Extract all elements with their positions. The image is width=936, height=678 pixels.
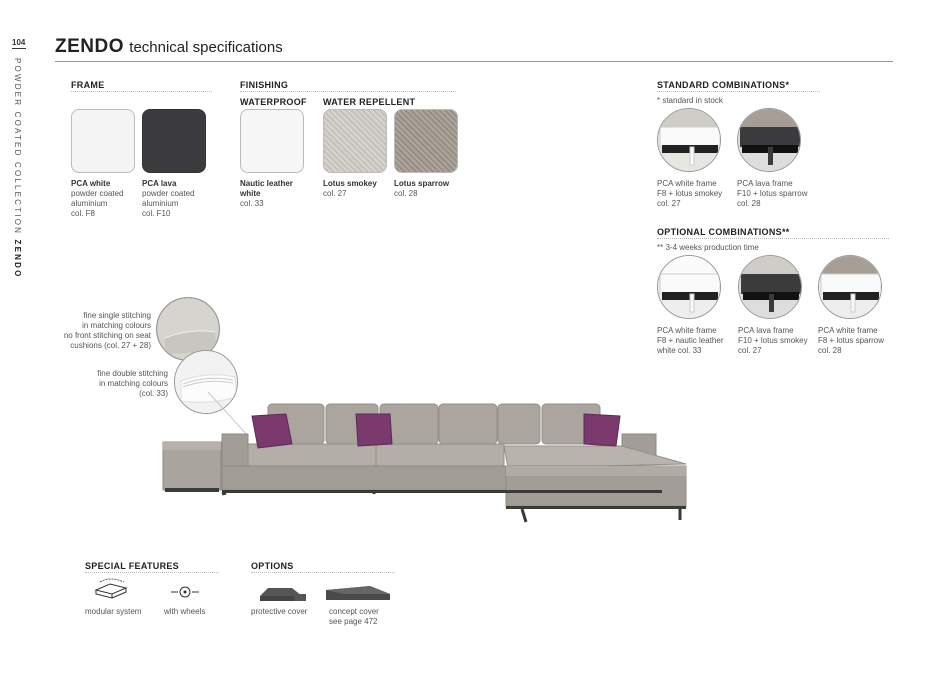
special-features-heading: SPECIAL FEATURES (85, 561, 179, 571)
brand-name: ZENDO (55, 36, 124, 57)
standard-divider (657, 91, 820, 93)
swatch-nautic-white (240, 109, 304, 173)
caption-pca-white: PCA white powder coated aluminium col. F8 (71, 179, 124, 218)
swatch-pca-lava (142, 109, 206, 173)
protective-cover-icon (258, 582, 308, 604)
caption-pca-lava: PCA lava powder coated aluminium col. F10 (142, 179, 195, 218)
combo-white-sparrow-image (818, 255, 882, 319)
modular-system-icon (92, 578, 132, 602)
caption-nautic-white: Nautic leather white col. 33 (240, 179, 293, 208)
optional-combinations-heading: OPTIONAL COMBINATIONS** (657, 227, 790, 237)
frame-divider (71, 91, 212, 93)
side-label-collection: POWDER COATED COLLECTION (13, 58, 22, 240)
page-number-rule (12, 48, 26, 49)
swatch-pca-white (71, 109, 135, 173)
combo-lava-sparrow-image (737, 108, 801, 172)
modular-system-label: modular system (85, 607, 142, 616)
protective-cover-label: protective cover (251, 607, 308, 616)
caption-lotus-smokey: Lotus smokey col. 27 (323, 179, 377, 198)
page-title (55, 36, 283, 58)
swatch-lotus-smokey (323, 109, 387, 173)
combo-white-smokey-image (657, 108, 721, 172)
sofa-illustration (160, 398, 690, 528)
finishing-divider (240, 91, 456, 93)
combo-white-nautic-image (657, 255, 721, 319)
combo-lava-smokey-image (738, 255, 802, 319)
concept-cover-icon (324, 582, 394, 604)
standard-note: * standard in stock (657, 96, 723, 105)
title-subtitle: technical specifications (129, 39, 283, 56)
caption-combo-lava-smokey: PCA lava frame F10 + lotus smokey col. 27 (738, 326, 808, 355)
concept-cover-label: concept cover see page 472 (329, 607, 379, 626)
special-features-divider (85, 572, 219, 574)
double-stitching-note: fine double stitching in matching colours (col. 33) (97, 369, 168, 398)
options-heading: OPTIONS (251, 561, 294, 571)
title-divider (55, 61, 893, 62)
waterproof-heading: WATERPROOF (240, 97, 307, 107)
finishing-heading: FINISHING (240, 80, 289, 90)
side-collection-label (13, 58, 22, 279)
side-label-product: ZENDO (13, 239, 22, 279)
options-divider (251, 572, 395, 574)
caption-combo-lava-sparrow: PCA lava frame F10 + lotus sparrow col. 28 (737, 179, 808, 208)
swatch-lotus-sparrow (394, 109, 458, 173)
frame-heading: FRAME (71, 80, 105, 90)
single-stitching-note: fine single stitching in matching colours no front stitching on seat cushions (col. 27 + 28) (63, 311, 151, 350)
with-wheels-label: with wheels (164, 607, 206, 616)
page-number: 104 (12, 38, 26, 47)
caption-combo-white-nautic: PCA white frame F8 + nautic leather white col. 33 (657, 326, 724, 355)
water-repellent-heading: WATER REPELLENT (323, 97, 416, 107)
standard-combinations-heading: STANDARD COMBINATIONS* (657, 80, 790, 90)
caption-combo-white-smokey: PCA white frame F8 + lotus smokey col. 27 (657, 179, 723, 208)
optional-divider (657, 238, 889, 240)
optional-note: ** 3-4 weeks production time (657, 243, 759, 252)
caption-lotus-sparrow: Lotus sparrow col. 28 (394, 179, 450, 198)
wheels-icon (170, 584, 200, 600)
caption-combo-white-sparrow: PCA white frame F8 + lotus sparrow col. 28 (818, 326, 885, 355)
